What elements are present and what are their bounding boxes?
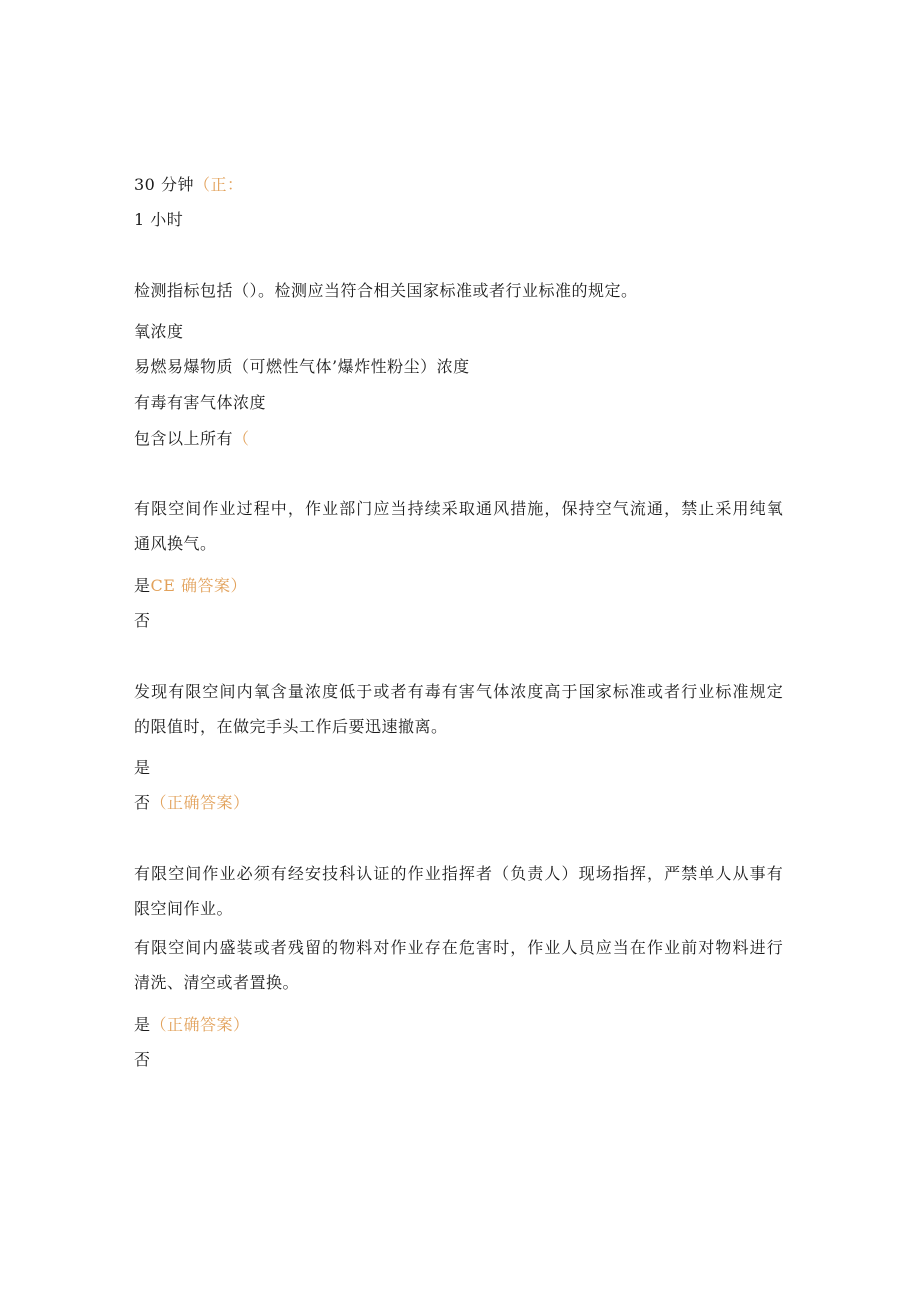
- option-text: [134, 792, 250, 814]
- answer-mark: （: [233, 429, 250, 448]
- question-text: [134, 972, 299, 994]
- option-label: 否: [134, 611, 151, 630]
- answer-mark: （正：: [193, 175, 244, 194]
- option-label: 否: [134, 793, 151, 812]
- option-label: 1 小时: [134, 210, 184, 229]
- option-text: [134, 321, 184, 343]
- option-text: [134, 428, 250, 450]
- option-label: 包含以上所有: [134, 429, 234, 448]
- option-text: [134, 1049, 151, 1071]
- option-text: [134, 209, 183, 231]
- question-text: [134, 898, 233, 920]
- question-text: [134, 716, 448, 738]
- question-line: 检测指标包括（）。检测应当符合相关国家标准或者行业标准的规定。: [134, 281, 638, 300]
- question-text: [134, 533, 217, 555]
- question-line: 的限值时，在做完手头工作后要迅速撤离。: [134, 717, 448, 736]
- option-label: 有毒有害气体浓度: [134, 393, 267, 412]
- option-label: 是: [134, 1015, 151, 1034]
- question-text: [134, 681, 784, 703]
- question-text: [134, 863, 784, 885]
- option-label: 30 分钟: [134, 175, 194, 194]
- question-line: 有限空间作业必须有经安技科认证的作业指挥者（负责人）现场指挥，严禁单人从事有: [134, 864, 784, 883]
- option-label: 是: [134, 576, 151, 595]
- option-text: [134, 174, 243, 196]
- option-text: [134, 610, 151, 632]
- question-line: 清洗、清空或者置换。: [134, 973, 300, 992]
- option-text: [134, 392, 266, 414]
- question-line: 有限空间作业过程中，作业部门应当持续采取通风措施，保持空气流通，禁止采用纯氧: [134, 499, 784, 518]
- option-text: [134, 575, 247, 597]
- answer-mark: （正确答案）: [150, 1015, 250, 1034]
- question-text: [134, 937, 784, 959]
- option-label: 是: [134, 758, 151, 777]
- option-label: 否: [134, 1050, 151, 1069]
- question-text: [134, 280, 638, 302]
- question-line: 限空间作业。: [134, 899, 234, 918]
- question-line: 有限空间内盛装或者残留的物料对作业存在危害时，作业人员应当在作业前对物料进行: [134, 938, 784, 957]
- option-text: [134, 1014, 250, 1036]
- answer-mark: （正确答案）: [150, 793, 250, 812]
- question-line: 发现有限空间内氧含量浓度低于或者有毒有害气体浓度高于国家标准或者行业标准规定: [134, 682, 784, 701]
- answer-mark: CE 确答案）: [150, 576, 248, 595]
- option-label: 易燃易爆物质（可燃性气体’爆炸性粉尘）浓度: [134, 357, 470, 376]
- option-label: 氧浓度: [134, 322, 184, 341]
- option-text: [134, 757, 151, 779]
- question-text: [134, 498, 784, 520]
- question-line: 通风换气。: [134, 534, 217, 553]
- option-text: [134, 356, 470, 378]
